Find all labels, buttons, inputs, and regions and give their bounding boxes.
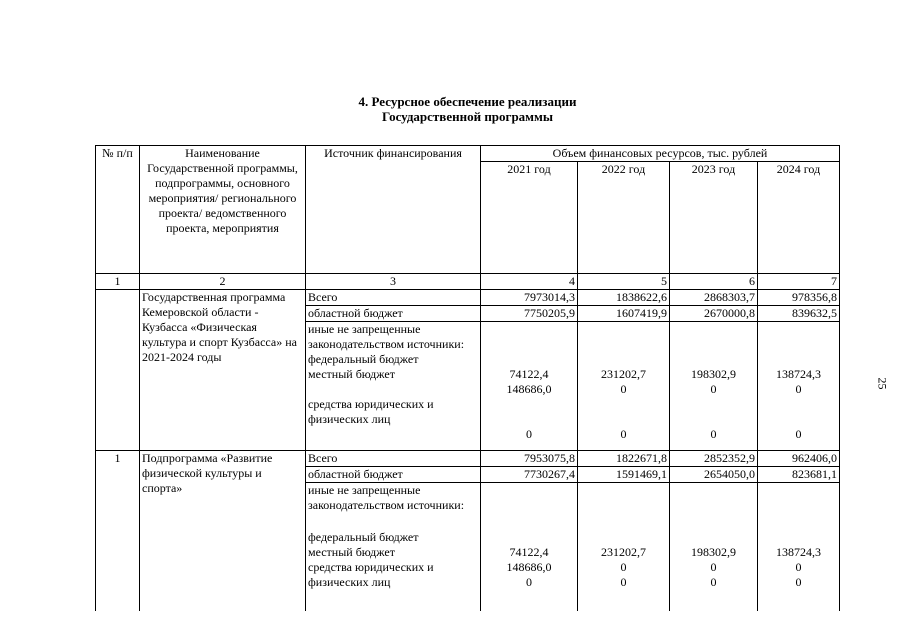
value-stack-2022 [578,322,670,451]
header-num: № п/п [96,146,140,274]
value-federal: 198302,9 [691,545,736,559]
value-federal: 198302,9 [691,367,736,381]
source-federal-label: федеральный бюджет [308,530,419,544]
source-legal-label: средства юридических и физических лиц [308,560,434,589]
source-federal-label: федеральный бюджет [308,352,419,366]
value-legal: 0 [795,575,802,589]
spacer [672,322,755,367]
section-heading-line2: Государственной программы [381,109,554,124]
header-year-2022: 2022 год [578,162,670,274]
value-cell: 839632,5 [758,306,840,322]
value-legal: 0 [795,427,802,441]
spacer [672,483,755,545]
col-number: 4 [481,274,578,290]
value-local: 0 [795,560,802,574]
value-federal: 74122,4 [509,367,549,381]
source-regional-label: областной бюджет [306,306,481,322]
source-other-label: иные не запрещенные законодательством источники: [308,322,465,351]
source-other-cell [306,322,481,451]
row-num [96,290,140,451]
source-other-cell [306,483,481,611]
col-number: 6 [670,274,758,290]
value-local: 0 [710,560,717,574]
value-cell: 1822671,8 [578,451,670,467]
value-local: 148686,0 [506,560,552,574]
spacer [483,322,575,367]
value-cell: 1607419,9 [578,306,670,322]
resource-table [95,145,840,611]
spacer [760,397,837,427]
value-local: 0 [620,382,627,396]
value-legal: 0 [710,427,717,441]
value-cell: 2868303,7 [670,290,758,306]
value-local: 0 [620,560,627,574]
value-stack-2024 [758,322,840,451]
value-cell: 7953075,8 [481,451,578,467]
value-cell: 2654050,0 [670,467,758,483]
value-local: 148686,0 [506,382,552,396]
header-name: Наименование Государственной программы, подпрограммы, основного мероприятия/ регионального проекта/ ведомственного проекта, мероприятия [140,146,306,274]
spacer [760,483,837,545]
value-legal: 0 [526,427,532,441]
value-stack-2021 [481,483,578,611]
source-total-label: Всего [306,451,481,467]
value-federal: 138724,3 [776,545,821,559]
header-source: Источник финансирования [306,146,481,274]
spacer [483,397,575,427]
col-number: 5 [578,274,670,290]
source-legal-label: средства юридических и физических лиц [308,397,434,426]
value-cell: 1591469,1 [578,467,670,483]
col-number: 7 [758,274,840,290]
spacer [483,483,575,545]
table-row-total [96,451,840,467]
value-federal: 231202,7 [601,545,646,559]
value-local: 0 [710,382,717,396]
source-local-label: местный бюджет [308,367,395,381]
section-heading [0,94,905,124]
col-number: 3 [306,274,481,290]
value-local: 0 [795,382,802,396]
value-stack-2023 [670,483,758,611]
value-legal: 0 [620,427,627,441]
section-heading-line1: 4. Ресурсное обеспечение реализации [358,94,577,109]
value-legal: 0 [526,575,532,589]
source-regional-label: областной бюджет [306,467,481,483]
value-cell: 1838622,6 [578,290,670,306]
col-number: 1 [96,274,140,290]
value-cell: 2670000,8 [670,306,758,322]
value-cell: 978356,8 [758,290,840,306]
header-year-2021: 2021 год [481,162,578,274]
page-number: 25 [875,377,890,390]
header-volume: Объем финансовых ресурсов, тыс. рублей [481,146,840,162]
source-local-label: местный бюджет [308,545,395,559]
value-cell: 7730267,4 [481,467,578,483]
table-row-total [96,290,840,306]
column-numbers-row [96,274,840,290]
source-other-label: иные не запрещенные законодательством источники: [308,483,465,512]
value-cell: 962406,0 [758,451,840,467]
spacer [760,322,837,367]
row-name: Подпрограмма «Развитие физической культуры и спорта» [140,451,306,611]
value-federal: 231202,7 [601,367,646,381]
value-federal: 138724,3 [776,367,821,381]
col-number: 2 [140,274,306,290]
value-stack-2021 [481,322,578,451]
value-cell: 7750205,9 [481,306,578,322]
row-num: 1 [96,451,140,611]
value-stack-2022 [578,483,670,611]
value-legal: 0 [620,575,627,589]
header-year-2023: 2023 год [670,162,758,274]
value-cell: 2852352,9 [670,451,758,467]
row-name: Государственная программа Кемеровской области - Кузбасса «Физическая культура и спорт Кузбасса» на 2021-2024 годы [140,290,306,451]
spacer [308,513,478,530]
value-federal: 74122,4 [509,545,549,559]
value-cell: 823681,1 [758,467,840,483]
spacer [580,483,667,545]
header-row [96,146,840,162]
header-year-2024: 2024 год [758,162,840,274]
spacer [308,382,478,397]
spacer [580,322,667,367]
spacer [672,397,755,427]
source-total-label: Всего [306,290,481,306]
value-legal: 0 [710,575,717,589]
value-cell: 7973014,3 [481,290,578,306]
value-stack-2024 [758,483,840,611]
value-stack-2023 [670,322,758,451]
spacer [580,397,667,427]
